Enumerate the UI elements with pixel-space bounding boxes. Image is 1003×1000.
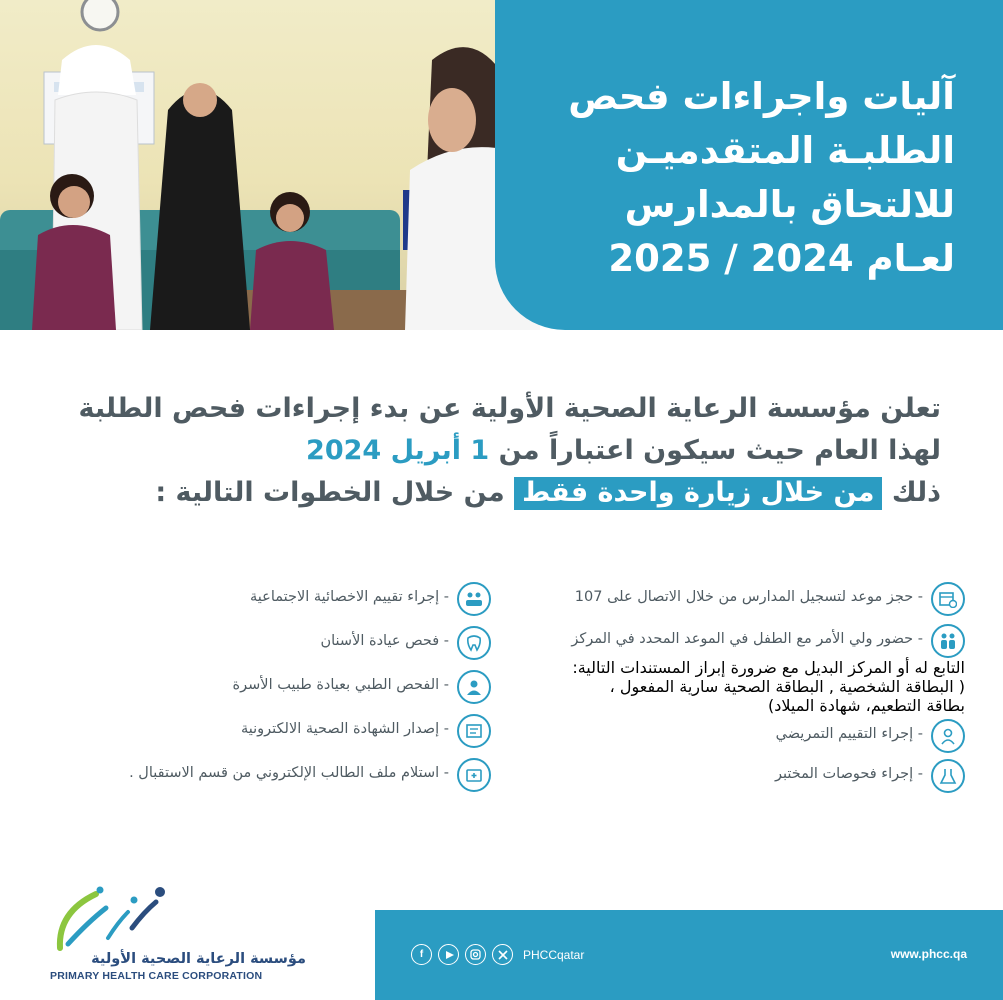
footer-bar [375,910,1003,1000]
intro-paragraph [61,388,941,514]
lab-flask-icon [931,759,965,793]
step-item [495,582,965,616]
tooth-icon [457,626,491,660]
medical-file-icon [457,758,491,792]
step-item [495,719,965,753]
instagram-icon[interactable] [465,944,486,965]
facebook-icon[interactable]: f [411,944,432,965]
page-title [568,70,955,286]
x-icon[interactable] [492,944,513,965]
step-text: - الفحص الطبي بعيادة طبيب الأسرة [232,677,449,693]
step-item [31,758,491,792]
social-links [411,944,584,965]
step-item [31,714,491,748]
health-certificate-icon [457,714,491,748]
family-icon [931,624,965,658]
intro-line: تعلن مؤسسة الرعاية الصحية الأولية عن بدء إجراءات فحص الطلبة [78,393,941,424]
intro-text: لهذا العام حيث سيكون اعتباراً من [489,435,941,466]
step-text-continued: التابع له أو المركز البديل مع ضرورة إبراز المستندات التالية: [572,658,965,677]
calendar-clock-icon [931,582,965,616]
title-line: آليات واجراءات فحص [568,75,955,118]
title-line: للالتحاق بالمدارس [624,183,955,226]
intro-text: ذلك [882,477,941,508]
step-text-continued: بطاقة التطعيم، شهادة الميلاد) [767,696,965,715]
logo-name-english: PRIMARY HEALTH CARE CORPORATION [50,970,263,982]
title-line: لعـام 2024 / 2025 [608,237,955,280]
steps-column-right [495,582,965,793]
social-worker-icon [457,582,491,616]
step-text-continued: ( البطاقة الشخصية , البطاقة الصحية سارية المفعول ، [609,677,965,696]
step-text: - حضور ولي الأمر مع الطفل في الموعد المحدد في المركز [571,631,923,647]
step-text: - إصدار الشهادة الصحية الالكترونية [240,721,449,737]
youtube-icon[interactable] [438,944,459,965]
clinic-photo-illustration [0,0,540,330]
nurse-icon [931,719,965,753]
step-item [31,626,491,660]
intro-line [61,472,941,514]
step-text: - إجراء التقييم التمريضي [775,726,923,742]
single-visit-highlight: من خلال زيارة واحدة فقط [514,477,882,510]
start-date: 1 أبريل 2024 [306,435,490,466]
intro-line [61,430,941,472]
step-item [31,670,491,704]
title-line: الطلبـة المتقدميـن [615,129,955,172]
logo-name-arabic: مؤسسة الرعاية الصحية الأولية [91,951,306,967]
step-text: - استلام ملف الطالب الإلكتروني من قسم الاستقبال . [129,765,449,781]
phcc-logo-mark [48,882,328,952]
steps-column-left [31,582,491,792]
phcc-logo [48,882,328,982]
step-text: - إجراء فحوصات المختبر [774,766,923,782]
step-text: - حجز موعد لتسجيل المدارس من خلال الاتصال على 107 [574,589,923,605]
step-text: - فحص عيادة الأسنان [320,633,449,649]
website-link[interactable]: www.phcc.qa [890,947,967,961]
title-panel [495,0,1003,330]
step-item [495,624,965,658]
step-item [495,759,965,793]
social-handle[interactable]: PHCCqatar [523,947,585,962]
clinic-photo [0,0,540,330]
doctor-icon [457,670,491,704]
step-text: - إجراء تقييم الاخصائية الاجتماعية [250,589,449,605]
intro-text: من خلال الخطوات التالية : [155,477,515,508]
step-item [31,582,491,616]
